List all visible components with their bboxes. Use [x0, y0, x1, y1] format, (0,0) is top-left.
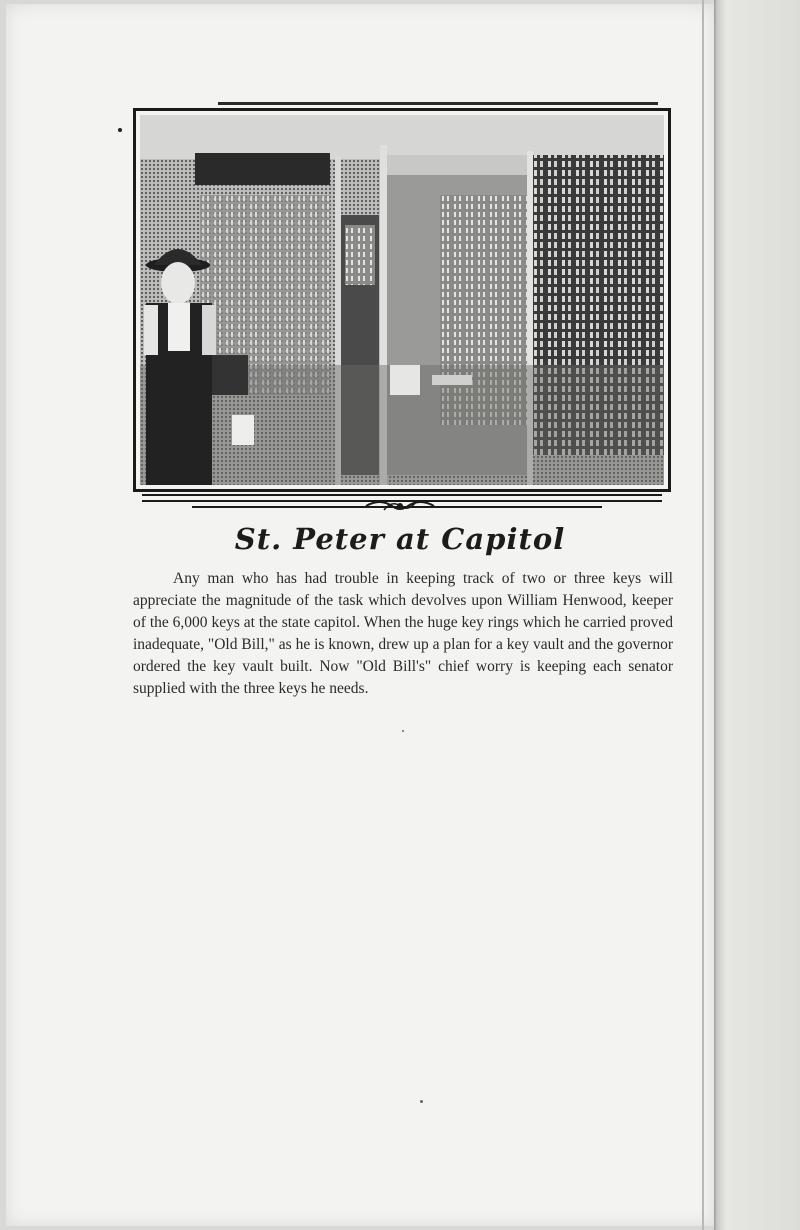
- ink-speck: [402, 730, 404, 732]
- page-fold-line: [702, 0, 704, 1230]
- top-rule: [218, 102, 658, 105]
- ink-speck: [118, 128, 122, 132]
- photo-frame: [133, 108, 671, 492]
- key-vault-photo: [140, 115, 664, 485]
- scroll-ornament-icon: [362, 496, 438, 516]
- article-title: St. Peter at Capitol: [234, 522, 566, 556]
- adjacent-page-edge: [714, 0, 800, 1230]
- article-body: Any man who has had trouble in keeping track of two or three keys will appreciate the magnitude of the task which devolves upon William Henwood, keeper of the 6,000 keys at the state capitol. When the huge key rings which he carried proved inadequate, "Old Bill," as he is known, drew up a plan for a key vault and the governor ordered the key vault built. Now "Old Bill's" chief worry is keeping each senator supplied with the three keys he needs.: [133, 570, 673, 697]
- ink-speck: [420, 1100, 423, 1103]
